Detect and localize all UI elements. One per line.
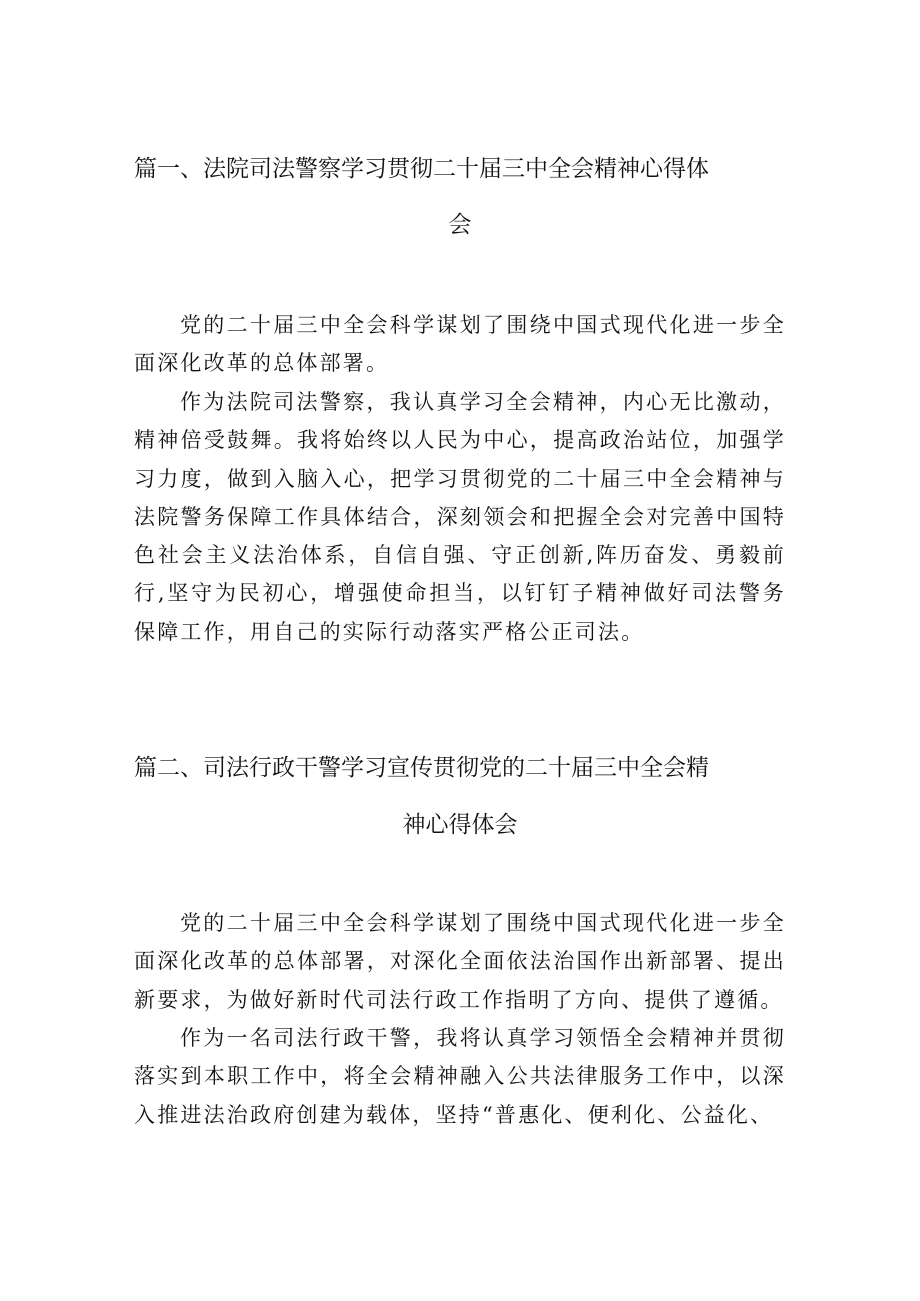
section2-title-line1: 篇二、司法行政干警学习宣传贯彻党的二十届三中全会精 <box>134 755 709 781</box>
section2-paragraph-1: 党的二十届三中全会科学谋划了围绕中国式现代化进一步全面深化改革的总体部署，对深化全面依法治国作出新部署、提出新要求，为做好新时代司法行政工作指明了方向、提供了遵循。 <box>134 911 786 1012</box>
section1-paragraph-2: 作为法院司法警察，我认真学习全会精神，内心无比激动，精神倍受鼓舞。我将始终以人民为中心，提高政治站位，加强学习力度，做到入脑入心，把学习贯彻党的二十届三中全会精神与法院警务保障工作具体结合，深刻领会和把握全会对完善中国特色社会主义法治体系，自信自强、守正创新,阵历奋发、勇毅前行,坚守为民初心，增强使命担当，以钉钉子精神做好司法警务保障工作，用自己的实际行动落实严格公正司法。 <box>134 390 786 644</box>
section1-paragraph-1: 党的二十届三中全会科学谋划了围绕中国式现代化进一步全面深化改革的总体部署。 <box>134 313 786 376</box>
section1-title-line2: 会 <box>448 212 472 238</box>
section2-paragraph-2: 作为一名司法行政干警，我将认真学习领悟全会精神并贯彻落实到本职工作中，将全会精神融入公共法律服务工作中，以深入推进法治政府创建为载体，坚持“普惠化、便利化、公益化、 <box>134 1026 786 1127</box>
section2-title-line2: 神心得体会 <box>402 812 518 838</box>
section1-title-line1: 篇一、法院司法警察学习贯彻二十届三中全会精神心得体 <box>134 156 709 182</box>
